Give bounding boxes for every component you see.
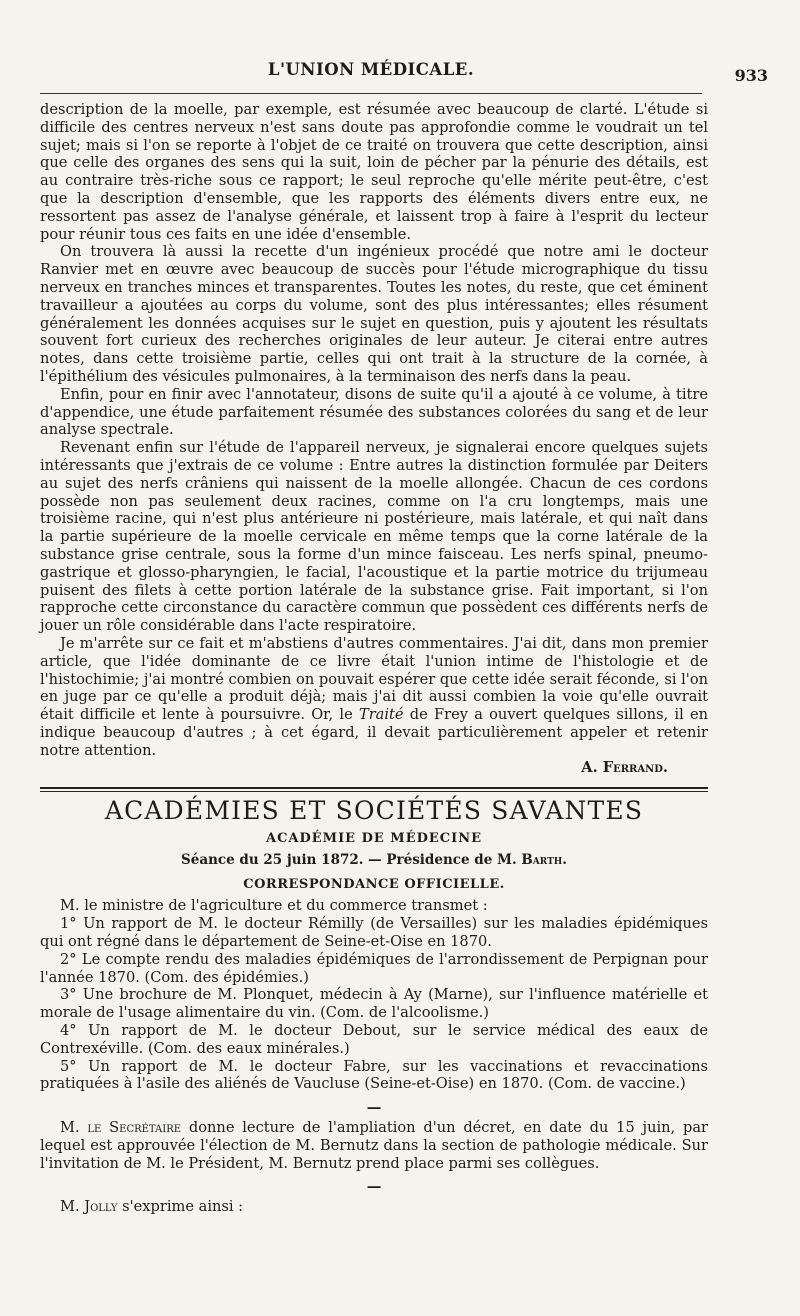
article-paragraph-3: Enfin, pour en finir avec l'annotateur, disons de suite qu'il a ajouté à ce volume, à titre d'appendice, une étude parfaitement résumée des substances colorées du sang et de leur analyse spectrale. [40,385,708,439]
seance-prefix: Séance du 25 juin 1872. — Présidence de M. [180,851,517,868]
secretaire-paragraph [40,1119,708,1172]
correspondance-item: 2° Le compte rendu des maladies épidémiques de l'arrondissement de Perpignan pour l'année 1870. (Com. des épidémies.) [40,950,708,986]
correspondance-heading: CORRESPONDANCE OFFICIELLE. [243,876,505,892]
secretaire-text: donne lecture de l'ampliation d'un décret, en date du 15 juin, par lequel est approuvée l'élection de M. Bernutz dans la section de pathologie médicale. Sur l'invitation de M. le Président, M. Bernutz prend place parmi ses collègues. [40,1119,709,1172]
article-paragraph-1: description de la moelle, par exemple, est résumée avec beaucoup de clarté. L'étude si difficile des centres nerveux n'est sans doute pas approfondie comme le voudrait un tel sujet; mais si l'on se reporte à l'objet de ce traité on trouvera que cette description, ainsi que celle des organes des sens qui la suit, loin de pécher par la pénurie des détails, est au contraire très-riche sous ce rapport; le seul reproche qu'elle mérite peut-être, c'est que la description d'ensemble, que les rapports des éléments divers entre eux, ne ressortent pas assez de l'analyse générale, et laissent trop à faire à l'esprit du lecteur pour réunir tous ces faits en une idée d'ensemble. [40,101,708,243]
correspondance-intro: M. le ministre de l'agriculture et du commerce transmet : [60,897,488,915]
jolly-text: s'exprime ainsi : [122,1198,244,1216]
page-number: 933 [734,66,768,85]
correspondance-item: 3° Une brochure de M. Plonquet, médecin à Ay (Marne), sur l'influence matérielle et morale de l'usage alimentaire du vin. (Com. de l'alcoolisme.) [40,986,708,1022]
section-rule-bottom [40,791,708,792]
section-title: ACADÉMIES ET SOCIÉTÉS SAVANTES [104,796,644,826]
seance-president: Barth. [521,851,567,868]
section-rule-top [40,787,708,789]
jolly-paragraph [40,1198,708,1216]
seance-line [40,852,708,870]
page-body [40,101,708,1216]
running-title: L'UNION MÉDICALE. [267,60,475,79]
correspondance-item: 1° Un rapport de M. le docteur Rémilly (de Versailles) sur les maladies épidémiques qui ont régné dans le département de Seine-et-Oise en 1870. [40,915,708,951]
correspondance-item: 4° Un rapport de M. le docteur Debout, sur le service médical des eaux de Contrexéville. (Com. des eaux minérales.) [40,1022,708,1057]
paragraph-5-start: Je m'arrête sur ce fait et m'abstiens d'autres commentaires. J'ai dit, dans mon premier article, que l'idée dominante de ce livre était l'union intime de l'histologie et de l'histochimie; j'ai montré combien on pouvait espérer que cette idée serait féconde, si l'on en juge par ce qu'elle a produit déjà; mais j'ai dit aussi combien la voie qu'elle ouvrait était difficile et lente à poursuivre. Or, le [40,634,708,724]
jolly-label: M. Jolly [60,1198,118,1216]
traite-word: Traité [358,706,404,724]
paragraph-5-end: de Frey a ouvert quelques sillons, il en indique beaucoup d'autres ; à cet égard, il devait particulièrement appeler et retenir notre attention. [40,706,709,759]
secretaire-label: M. le Secrétaire [60,1119,182,1137]
article-paragraph-4: Revenant enfin sur l'étude de l'appareil nerveux, je signalerai encore quelques sujets intéressants que j'extrais de ce volume : Entre autres la distinction formulée par Deiters au sujet des nerfs crâniens qui naissent de la moelle allongée. Chacun de ces cordons possède non pas seulement deux racines, comme on l'a cru longtemps, mais une troisième racine, qui n'est plus antérieure ni postérieure, mais latérale, et qui naît dans la partie supérieure de la moelle cervicale en même temps que la corne latérale de la substance grise centrale, sous la forme d'un mince faisceau. Les nerfs spinal, pneumo-gastrique et glosso-pharyngien, le facial, l'acoustique et la partie motrice du trijumeau puisent des filets à cette portion latérale de la substance grise. Fait important, si l'on rapproche cette circonstance du caractère commun que possèdent ces différents nerfs de jouer un rôle considérable dans l'acte respiratoire. [40,439,708,635]
separator-dash-2: — [366,1178,382,1196]
separator-dash: — [366,1099,382,1117]
header-rule [40,93,702,94]
article-paragraph-2: On trouvera là aussi la recette d'un ingénieux procédé que notre ami le docteur Ranvier met en œuvre avec beaucoup de succès pour l'étude micrographique du tissu nerveux en tranches minces et transparentes. Toutes les notes, du reste, que cet éminent travailleur a ajoutées au corps du volume, sont des plus intéressantes; elles résument généralement les données acquises sur le sujet en question, puis y ajoutent les résultats souvent fort curieux des recherches originales de leur auteur. Je citerai entre autres notes, dans cette troisième partie, celles qui ont trait à la structure de la cornée, à l'épithélium des vésicules pulmonaires, à la terminaison des nerfs dans la peau. [40,243,708,385]
article-paragraph-5 [40,635,708,760]
article-signature: A. Ferrand. [581,759,668,777]
academy-title: ACADÉMIE DE MÉDECINE [265,831,482,847]
correspondance-item: 5° Un rapport de M. le docteur Fabre, sur les vaccinations et revaccinations pratiquées à l'asile des aliénés de Vaucluse (Seine-et-Oise) en 1870. (Com. de vaccine.) [40,1057,708,1093]
page-header [40,58,768,88]
